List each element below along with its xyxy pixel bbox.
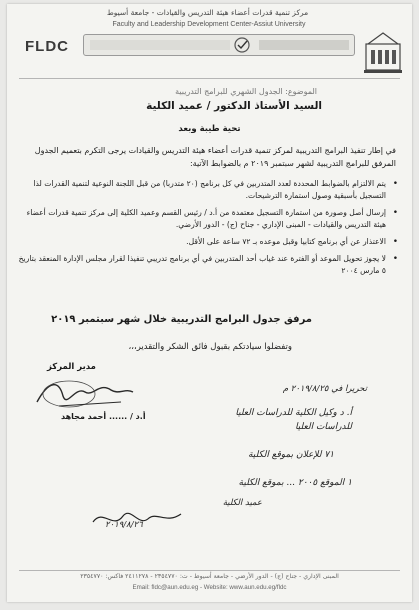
handwritten-date: تحريرا في ٢٠١٩/٨/٢٥ م bbox=[282, 384, 367, 394]
letter-recipient: السيد الأستاذ الدكتور / عميد الكلية bbox=[146, 100, 322, 112]
schedule-note: مرفق جدول البرامج التدريبية خلال شهر سبتمبر ٢٠١٩ bbox=[51, 314, 312, 325]
handwritten-line-2: للدراسات العليا bbox=[295, 422, 352, 432]
letter-subject: الموضوع: الجدول الشهري للبرامج التدريبية bbox=[175, 87, 317, 96]
signatory-name: أ.د / ...... أحمد مجاهد bbox=[61, 412, 146, 421]
condition-item-1: • يتم الالتزام بالضوابط المحددة لعدد المتدربين في كل برنامج (٢٠ متدربا) من قبل اللجنة النوعية لتنمية القدرات لذا التسجيل بأسبقية وصول استمارة الترشيحات. bbox=[18, 178, 398, 202]
signatory-title: مدير المركز bbox=[47, 362, 96, 372]
header-org-arabic: مركز تنمية قدرات أعضاء هيئة التدريس والقيادات - جامعة أسيوط bbox=[106, 8, 309, 17]
footer-address-arabic: المبنى الإداري - جناح (ج) - الدور الأرضي - جامعة أسيوط - ت: ٢٣٥٤٧٧٠ - ٢٤١١٢٧٨ فاكس: ٢٣٥٤٧٧٠ bbox=[80, 573, 339, 580]
handwritten-received-date: ٢٠١٩/٨/٢٦ bbox=[105, 520, 143, 530]
header-divider bbox=[19, 78, 400, 79]
fldc-logo bbox=[20, 34, 74, 58]
footer-web-english: Email: fldc@aun.edu.eg - Website: www.aun.edu.eg/fldc bbox=[132, 584, 287, 591]
letter-closing: وتفضلوا سيادتكم بقبول فائق الشكر والتقدير،،، bbox=[128, 342, 292, 352]
condition-item-4: • لا يجوز تحويل الموعد أو الفترة عند غياب أحد المتدربين في أي برنامج تدريبي تنفيذا لقرار مجلس الإدارة المنعقد بتاريخ ٥ مارس ٢٠٠٤ bbox=[18, 253, 398, 277]
condition-item-3: • الاعتذار عن أي برنامج كتابيا وقبل موعده بـ ٧٢ ساعة على الأقل. bbox=[18, 236, 398, 248]
handwritten-line-5: عميد الكلية bbox=[222, 498, 262, 508]
university-crest-icon bbox=[362, 30, 404, 76]
letter-page bbox=[7, 4, 412, 602]
handwritten-line-1: أ. د وكيل الكلية للدراسات العليا bbox=[235, 408, 352, 418]
fldc-logo-text: FLDC bbox=[25, 37, 69, 55]
footer-divider bbox=[19, 570, 400, 571]
condition-item-2: • إرسال أصل وصورة من استمارة التسجيل معتمدة من أ.د / رئيس القسم وعميد الكلية إلى مركز تنمية قدرات أعضاء هيئة التدريس والقيادات - المبنى الإداري - جناح (ج) - الدور الأرضي. bbox=[18, 207, 398, 231]
director-signature bbox=[29, 372, 139, 412]
conditions-list bbox=[18, 178, 398, 282]
handwritten-line-4: ١ الموقع ٢٠٠٥ ... بموقع الكلية bbox=[238, 478, 352, 488]
letter-intro: في إطار تنفيذ البرامج التدريبية لمركز تنمية قدرات أعضاء هيئة التدريس والقيادات يرجى التكرم بتعميم الجدول المرفق للبرامج التدريبية لشهر سبتمبر ٢٠١٩ م بالضوابط الآتية: bbox=[34, 146, 396, 168]
header-band bbox=[83, 34, 355, 56]
header-band-graphic bbox=[84, 35, 354, 55]
header-org-english: Faculty and Leadership Development Center-Assiut University bbox=[112, 21, 306, 28]
handwritten-line-3: ٧١ للإعلان بموقع الكلية bbox=[248, 450, 334, 460]
letter-greeting: تحية طيبة وبعد bbox=[178, 124, 241, 134]
